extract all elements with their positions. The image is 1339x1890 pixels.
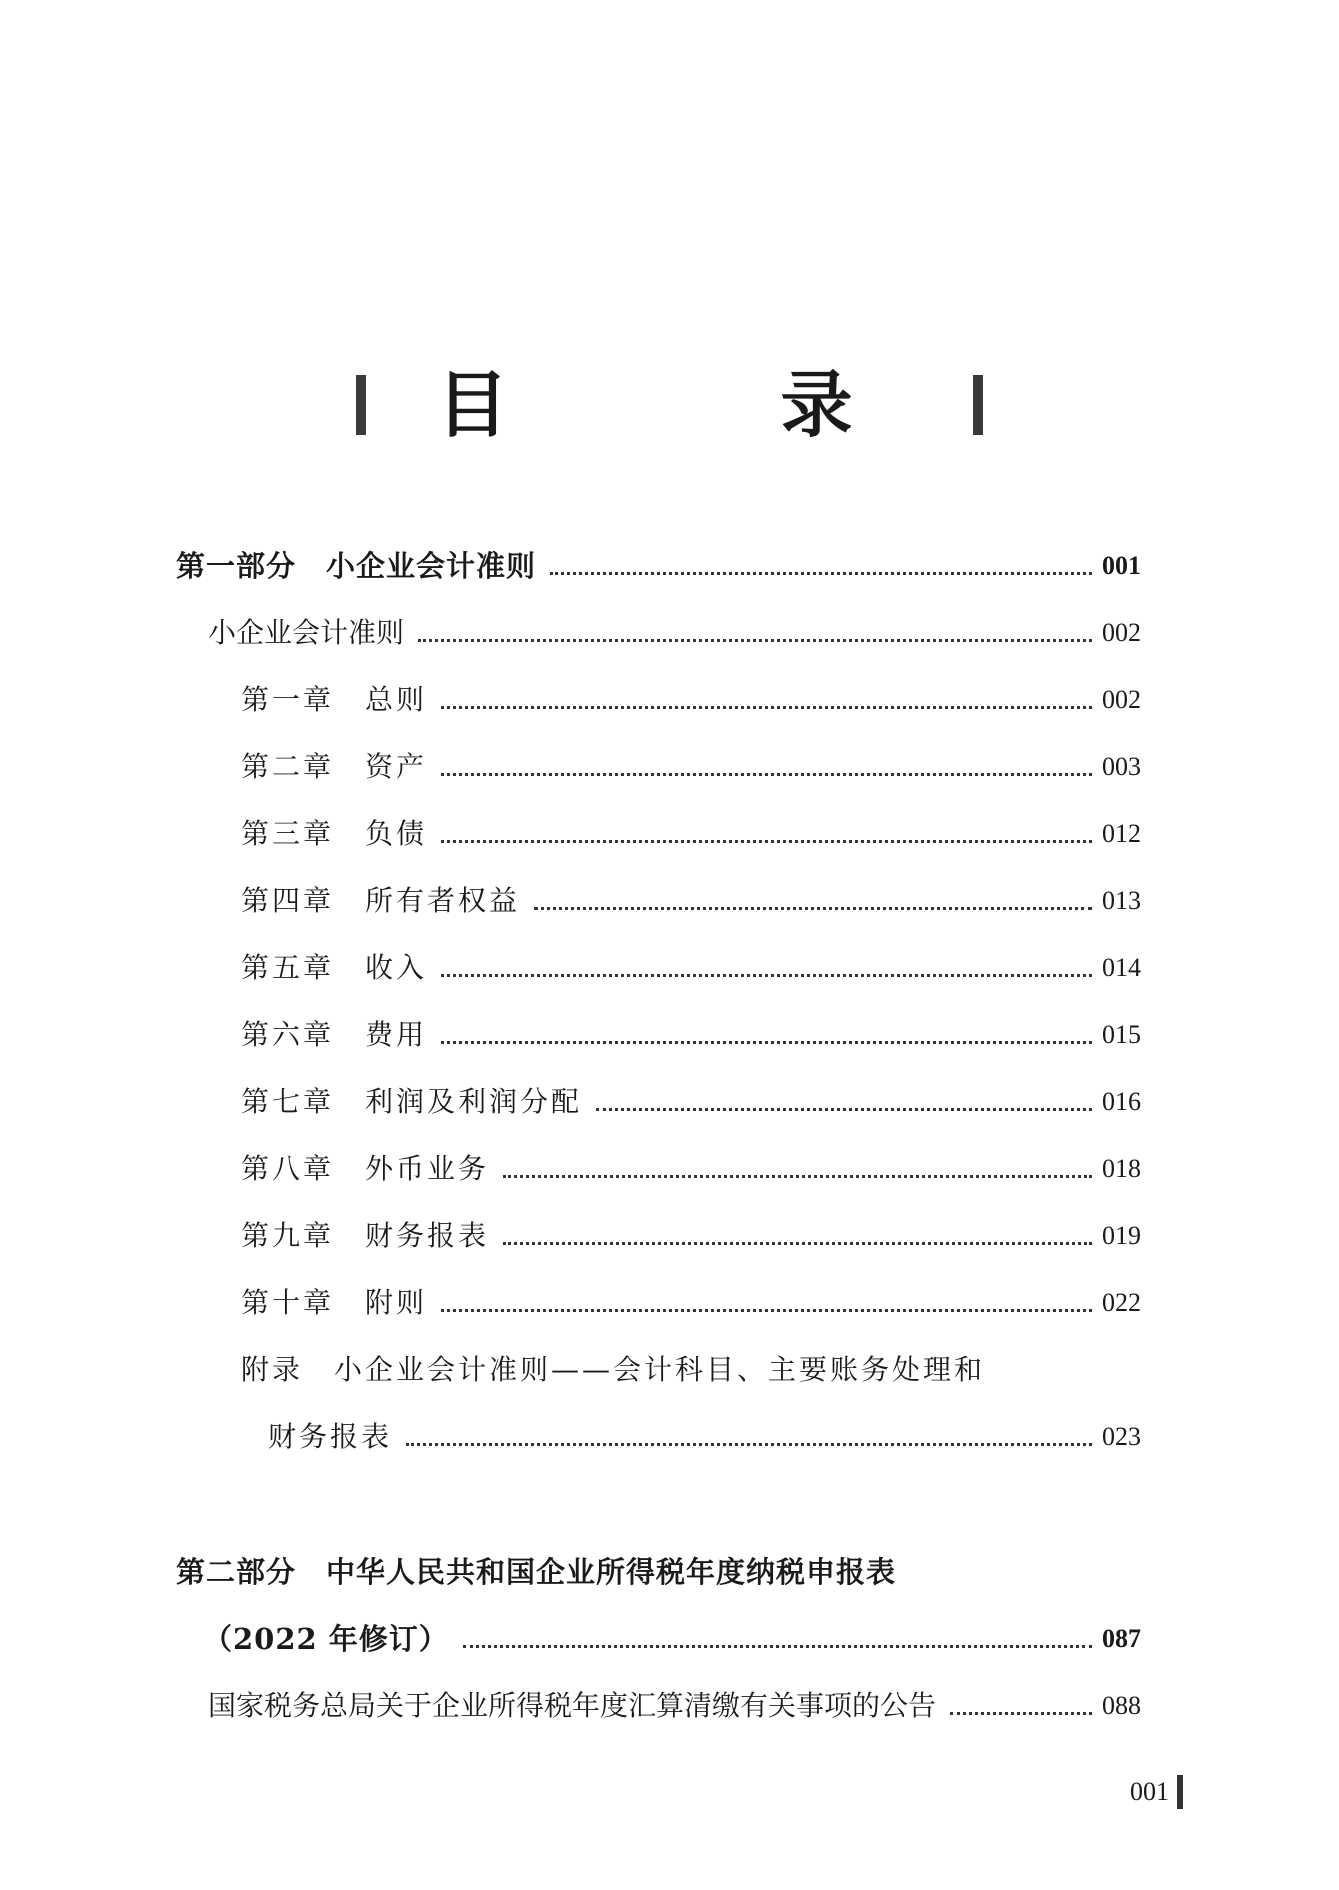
toc-entry-page: 001 <box>1102 551 1141 580</box>
leader-dots <box>418 639 1092 642</box>
toc-entry-part2-line2[interactable] <box>203 1619 1141 1659</box>
toc-entry-page: 015 <box>1102 1020 1141 1049</box>
toc-entry-page: 019 <box>1102 1221 1141 1250</box>
leader-dots <box>441 840 1092 843</box>
toc-entry-label: 第一章 总则 <box>241 683 428 716</box>
toc-entry-page: 022 <box>1102 1288 1141 1317</box>
toc-entry-chapter[interactable] <box>241 1015 1141 1055</box>
leader-dots <box>441 974 1092 977</box>
toc-entry-chapter[interactable] <box>241 747 1141 787</box>
toc-entry-label: 第六章 费用 <box>241 1018 428 1051</box>
page-title: 目 录 <box>436 362 953 447</box>
toc-entry-label: 第九章 财务报表 <box>241 1219 490 1252</box>
toc-entry-announcement[interactable] <box>208 1686 1141 1726</box>
toc-entry-label: 国家税务总局关于企业所得税年度汇算清缴有关事项的公告 <box>208 1689 937 1722</box>
page-number: 001 <box>1130 1777 1169 1806</box>
toc-entry-page: 002 <box>1102 685 1141 714</box>
toc-entry-page: 013 <box>1102 886 1141 915</box>
toc-entry-label: 财务报表 <box>268 1420 393 1453</box>
toc-entry-chapter[interactable] <box>241 1216 1141 1256</box>
toc-entry-label: 第七章 利润及利润分配 <box>241 1085 583 1118</box>
toc-entry-chapter[interactable] <box>241 1149 1141 1189</box>
toc-entry-label: （2022 年修订） <box>203 1622 449 1656</box>
toc-entry-chapter[interactable] <box>241 1082 1141 1122</box>
toc-entry-page: 012 <box>1102 819 1141 848</box>
toc-entry-label: 小企业会计准则 <box>208 616 405 649</box>
toc-entry-label: 第三章 负债 <box>241 817 428 850</box>
leader-dots <box>441 1041 1092 1044</box>
title-left-bar <box>356 375 366 435</box>
leader-dots <box>441 706 1092 709</box>
toc-entry-label: 第一部分 小企业会计准则 <box>176 549 537 583</box>
toc-entry-page: 002 <box>1102 618 1141 647</box>
leader-dots <box>503 1175 1092 1178</box>
toc-entry-page: 003 <box>1102 752 1141 781</box>
toc-entry-chapter[interactable] <box>241 680 1141 720</box>
toc-entry-label: 附录 小企业会计准则——会计科目、主要账务处理和 <box>241 1353 986 1386</box>
toc-entry-page: 014 <box>1102 953 1141 982</box>
toc-entry-chapter[interactable] <box>241 948 1141 988</box>
leader-dots <box>406 1443 1092 1446</box>
toc-entry-label: 第二部分 中华人民共和国企业所得税年度纳税申报表 <box>176 1555 897 1589</box>
toc-entry-chapter[interactable] <box>241 814 1141 854</box>
title-right-bar <box>973 375 983 435</box>
toc-entry-appendix-line2[interactable] <box>268 1417 1141 1457</box>
toc-entry-label: 第八章 外币业务 <box>241 1152 490 1185</box>
toc-entry-chapter[interactable] <box>241 1283 1141 1323</box>
toc-entry-page: 087 <box>1102 1624 1141 1653</box>
toc-entry-label: 第二章 资产 <box>241 750 428 783</box>
footer-bar <box>1177 1775 1183 1809</box>
leader-dots <box>441 1309 1092 1312</box>
toc-title <box>0 360 1339 450</box>
leader-dots <box>441 773 1092 776</box>
leader-dots <box>463 1645 1092 1648</box>
toc-entry-page: 088 <box>1102 1691 1141 1720</box>
toc-entry-page: 016 <box>1102 1087 1141 1116</box>
toc-entry-page: 018 <box>1102 1154 1141 1183</box>
toc-entry-label: 第十章 附则 <box>241 1286 428 1319</box>
toc-entry-page: 023 <box>1102 1422 1141 1451</box>
leader-dots <box>534 907 1092 910</box>
page-footer <box>1130 1775 1183 1809</box>
toc-entry-standard[interactable] <box>208 613 1141 653</box>
toc-entry-part1[interactable] <box>176 546 1141 586</box>
toc-entry-part2-line1[interactable] <box>176 1552 1141 1592</box>
toc-entry-label: 第四章 所有者权益 <box>241 884 521 917</box>
leader-dots <box>550 572 1092 575</box>
toc-entry-appendix-line1[interactable] <box>241 1350 1141 1390</box>
leader-dots <box>503 1242 1092 1245</box>
leader-dots <box>596 1108 1092 1111</box>
toc-entry-chapter[interactable] <box>241 881 1141 921</box>
leader-dots <box>950 1712 1092 1715</box>
toc-entry-label: 第五章 收入 <box>241 951 428 984</box>
